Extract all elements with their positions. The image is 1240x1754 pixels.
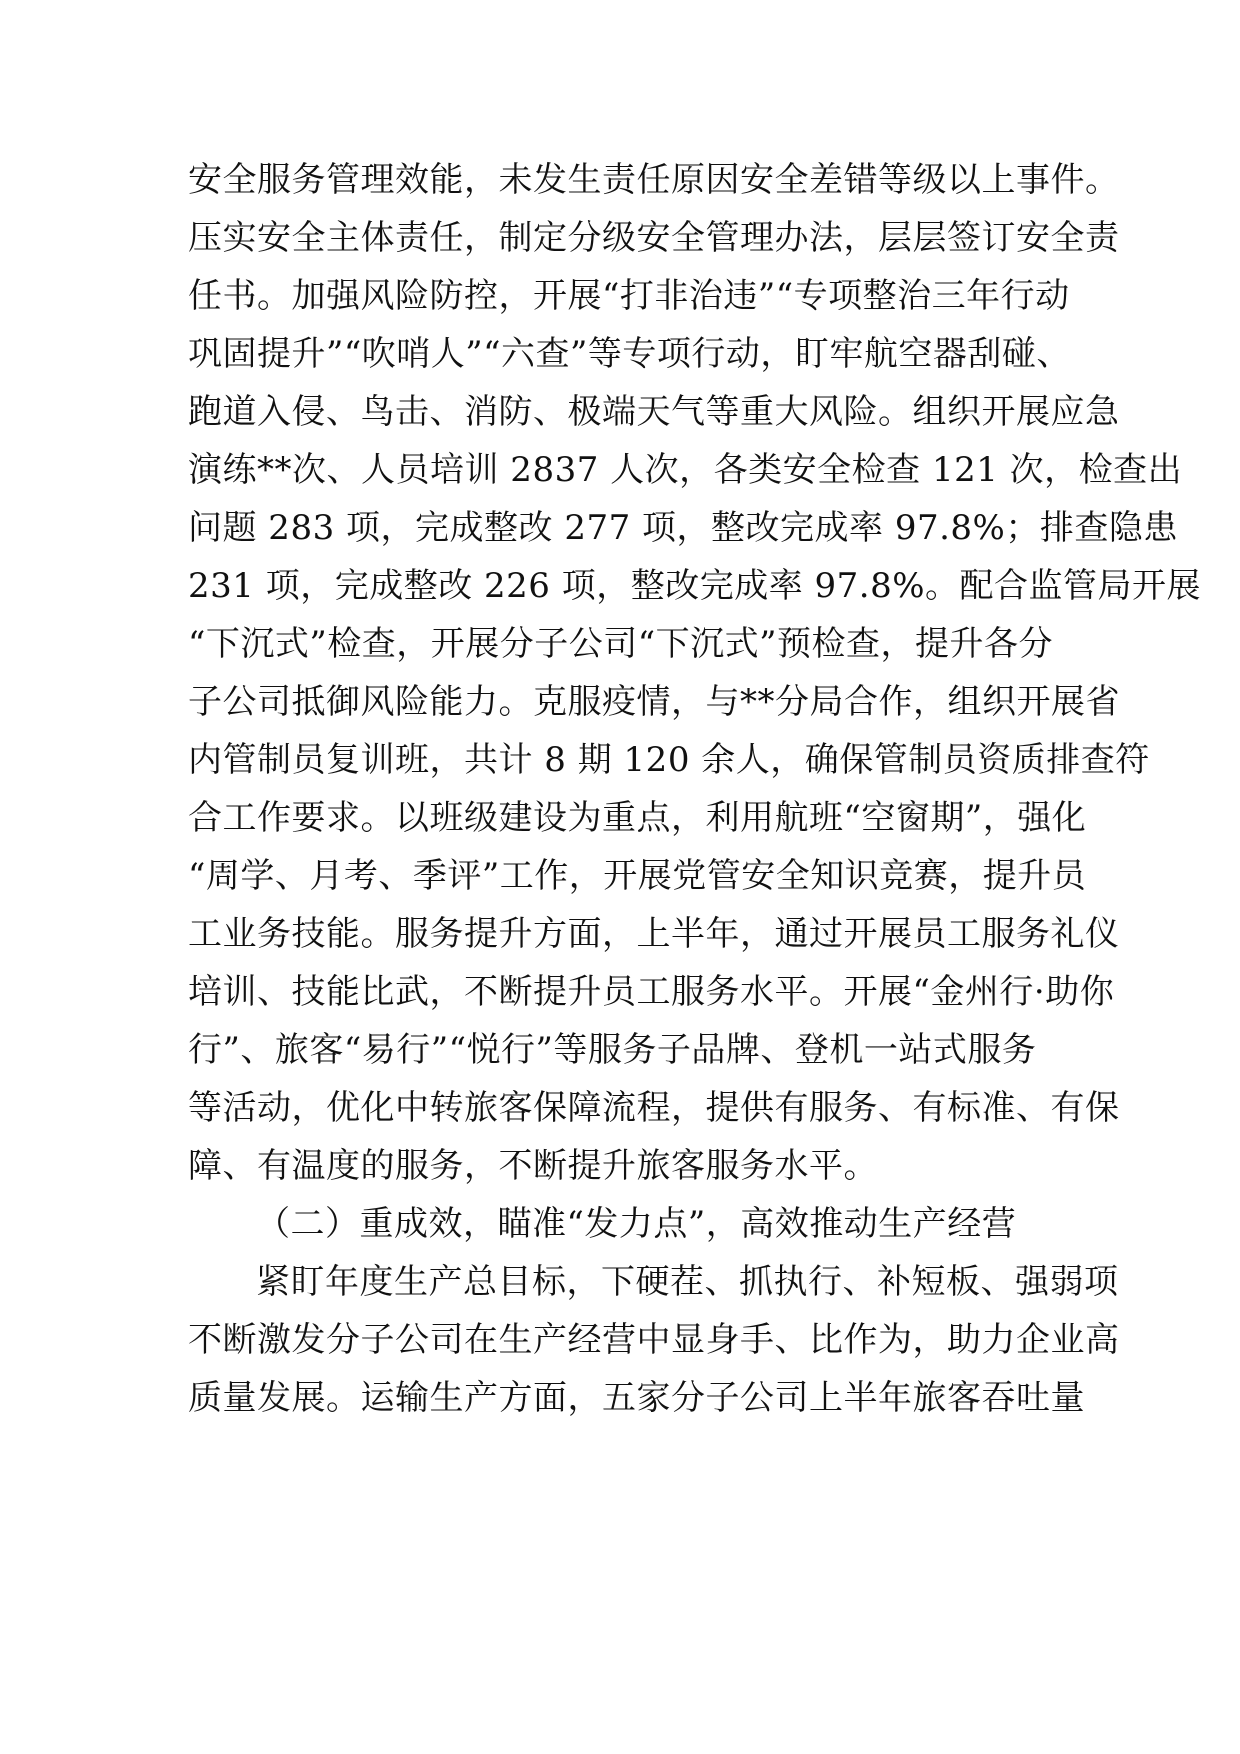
body-text-line: 安全服务管理效能，未发生责任原因安全差错等级以上事件。 bbox=[188, 160, 1120, 200]
body-text-line: 紧盯年度生产总目标，下硬茬、抓执行、补短板、强弱项 bbox=[256, 1262, 1119, 1302]
body-text-line: 培训、技能比武，不断提升员工服务水平。开展“金州行·助你 bbox=[188, 972, 1115, 1012]
body-text-line: “周学、月考、季评”工作，开展党管安全知识竞赛，提升员 bbox=[188, 856, 1087, 896]
body-text-line: 障、有温度的服务，不断提升旅客服务水平。 bbox=[188, 1146, 878, 1186]
body-text-line: 不断激发分子公司在生产经营中显身手、比作为，助力企业高 bbox=[188, 1320, 1120, 1360]
body-text-line: 行”、旅客“易行”“悦行”等服务子品牌、登机一站式服务 bbox=[188, 1030, 1037, 1070]
body-text-line: 任书。加强风险防控，开展“打非治违”“专项整治三年行动 bbox=[188, 276, 1070, 316]
body-text-line: 等活动，优化中转旅客保障流程，提供有服务、有标准、有保 bbox=[188, 1088, 1120, 1128]
body-text-line: 231 项，完成整改 226 项，整改完成率 97.8%。配合监管局开展 bbox=[188, 566, 1202, 606]
body-text-line: 子公司抵御风险能力。克服疫情，与**分局合作，组织开展省 bbox=[188, 682, 1120, 722]
body-text-line: 演练**次、人员培训 2837 人次，各类安全检查 121 次，检查出 bbox=[188, 450, 1183, 490]
body-text-line: 合工作要求。以班级建设为重点，利用航班“空窗期”，强化 bbox=[188, 798, 1087, 838]
body-text-line: 质量发展。运输生产方面，五家分子公司上半年旅客吞吐量 bbox=[188, 1378, 1085, 1418]
body-text-line: 压实安全主体责任，制定分级安全管理办法，层层签订安全责 bbox=[188, 218, 1120, 258]
body-text-line: 跑道入侵、鸟击、消防、极端天气等重大风险。组织开展应急 bbox=[188, 392, 1120, 432]
section-subheading: （二）重成效，瞄准“发力点”，高效推动生产经营 bbox=[256, 1204, 1017, 1244]
body-text-line: 问题 283 项，完成整改 277 项，整改完成率 97.8%；排查隐患 bbox=[188, 508, 1178, 548]
body-text-line: 内管制员复训班，共计 8 期 120 余人，确保管制员资质排查符 bbox=[188, 740, 1150, 780]
body-text-line: 工业务技能。服务提升方面，上半年，通过开展员工服务礼仪 bbox=[188, 914, 1120, 954]
body-text-line: 巩固提升”“吹哨人”“六查”等专项行动，盯牢航空器刮碰、 bbox=[188, 334, 1071, 374]
body-text-line: “下沉式”检查，开展分子公司“下沉式”预检查，提升各分 bbox=[188, 624, 1054, 664]
